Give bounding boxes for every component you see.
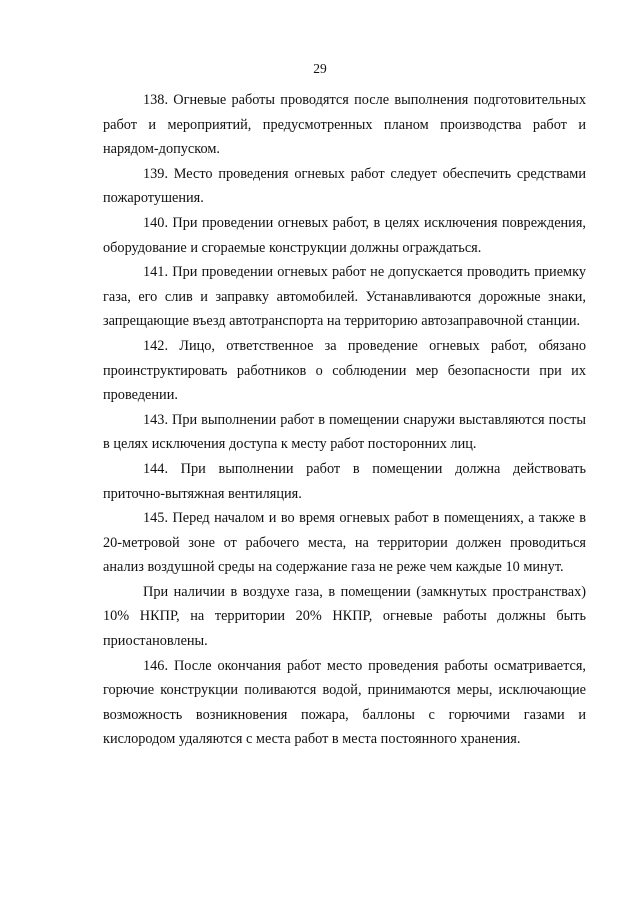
page-number: 29: [313, 61, 327, 76]
paragraph-140: 140. При проведении огневых работ, в целях исключения повреждения, оборудование и сгораемые конструкции должны ограждаться.: [103, 214, 586, 256]
paragraph-143: 143. При выполнении работ в помещении снаружи выставляются посты в целях исключения доступа к месту работ посторонних лиц.: [103, 411, 586, 453]
paragraph-144: 144. При выполнении работ в помещении должна действовать приточно-вытяжная вентиляция.: [103, 460, 586, 502]
paragraph-138: 138. Огневые работы проводятся после выполнения подготовительных работ и мероприятий, предусмотренных планом производства работ и нарядом-допуском.: [103, 92, 586, 158]
paragraph-139: 139. Место проведения огневых работ следует обеспечить средствами пожаротушения.: [103, 165, 586, 207]
paragraph-145-continuation: При наличии в воздухе газа, в помещении (замкнутых пространствах) 10% НКПР, на территории 20% НКПР, огневые работы должны быть приостановлены.: [103, 583, 586, 650]
paragraph-142: 142. Лицо, ответственное за проведение огневых работ, обязано проинструктировать работников о соблюдении мер безопасности при их проведении.: [103, 337, 586, 404]
paragraph-145: 145. Перед началом и во время огневых работ в помещениях, а также в 20-метровой зоне от рабочего места, на территории должен проводиться анализ воздушной среды на содержание газа не реже чем каждые 10 минут.: [103, 510, 586, 576]
paragraph-146: 146. После окончания работ место проведения работы осматривается, горючие конструкции поливаются водой, принимаются меры, исключающие возможность возникновения пожара, баллоны с горючими газами и кислородом удаляются с места работ в места постоянного хранения.: [103, 657, 586, 748]
document-body: [103, 88, 586, 752]
paragraph-141: 141. При проведении огневых работ не допускается проводить приемку газа, его слив и заправку автомобилей. Устанавливаются дорожные знаки, запрещающие въезд автотранспорта на территорию автозаправочной станции.: [103, 264, 586, 330]
